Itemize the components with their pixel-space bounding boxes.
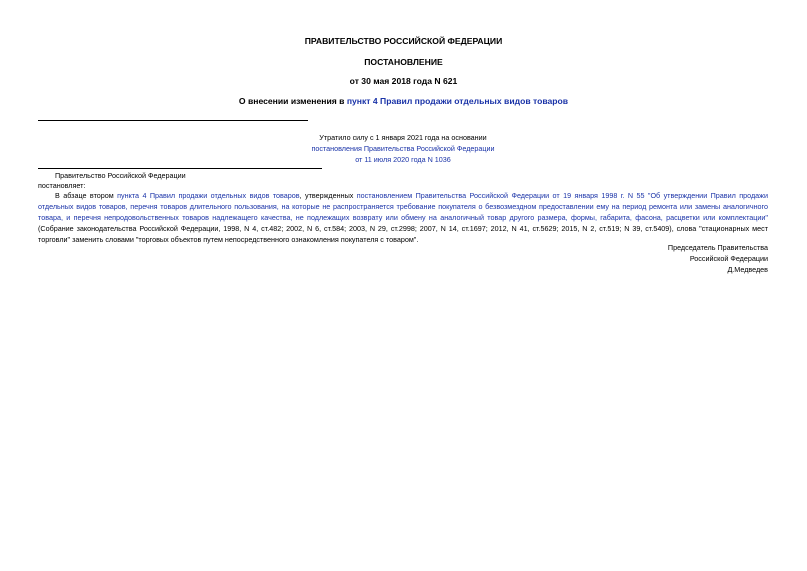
document-type: ПОСТАНОВЛЕНИЕ xyxy=(364,57,443,67)
paragraph-end: (Собрание законодательства Российской Федерации, 1998, N 4, ст.482; 2002, N 6, ст.584; 2003, N 29, ст.2998; 2007, N 14, ст.1697; 2012, N 41, ст.5629; 2015, N 2, ст.519; N 39, ст.5409), слова "стационарных мест торговли" заменить словами "торговых объектов путем непосредственного ознакомления покупателя с товаром". xyxy=(38,224,768,244)
repeal-notice-text: Утратило силу с 1 января 2021 года на основании xyxy=(319,133,487,142)
decrees-line: постановляет: xyxy=(38,181,86,190)
issuer-line: Правительство Российской Федерации xyxy=(55,171,186,180)
document-title xyxy=(0,96,807,106)
document-title-prefix: О внесении изменения в xyxy=(238,96,347,106)
notice-divider xyxy=(38,168,322,169)
repeal-link-line2[interactable]: от 11 июля 2020 года N 1036 xyxy=(355,155,451,164)
paragraph-mid: , утвержденных xyxy=(299,191,357,200)
paragraph-start: В абзаце втором xyxy=(55,191,118,200)
signature-org: Российской Федерации xyxy=(689,254,768,263)
repeal-link-line1[interactable]: постановления Правительства Российской Федерации xyxy=(311,144,495,153)
amendment-paragraph xyxy=(38,190,768,245)
repeal-notice xyxy=(240,132,566,165)
signature-name: Д.Медведев xyxy=(727,265,768,274)
signature-title: Председатель Правительства xyxy=(667,243,768,252)
top-divider xyxy=(38,120,308,121)
document-date-number: от 30 мая 2018 года N 621 xyxy=(349,76,458,86)
signature-block xyxy=(668,242,768,275)
government-heading: ПРАВИТЕЛЬСТВО РОССИЙСКОЙ ФЕДЕРАЦИИ xyxy=(304,36,503,46)
resolution-link[interactable]: постановлением Правительства Российской Федерации от 19 января 1998 г. N 55 "Об утверждении Правил продажи отдельных видов товаров, перечня товаров длительного пользования, на которые не распространяется требование покупателя о безвозмездном предоставлении ему на период ремонта или замены аналогичного товара, и перечня непродовольственных товаров надлежащего качества, не подлежащих возврату или обмену на аналогичный товар другого размера, формы, габарита, фасона, расцветки или комплектации" xyxy=(38,191,768,222)
rules-link[interactable]: пункта 4 Правил продажи отдельных видов товаров xyxy=(117,191,300,200)
title-link[interactable]: пункт 4 Правил продажи отдельных видов товаров xyxy=(346,96,569,106)
